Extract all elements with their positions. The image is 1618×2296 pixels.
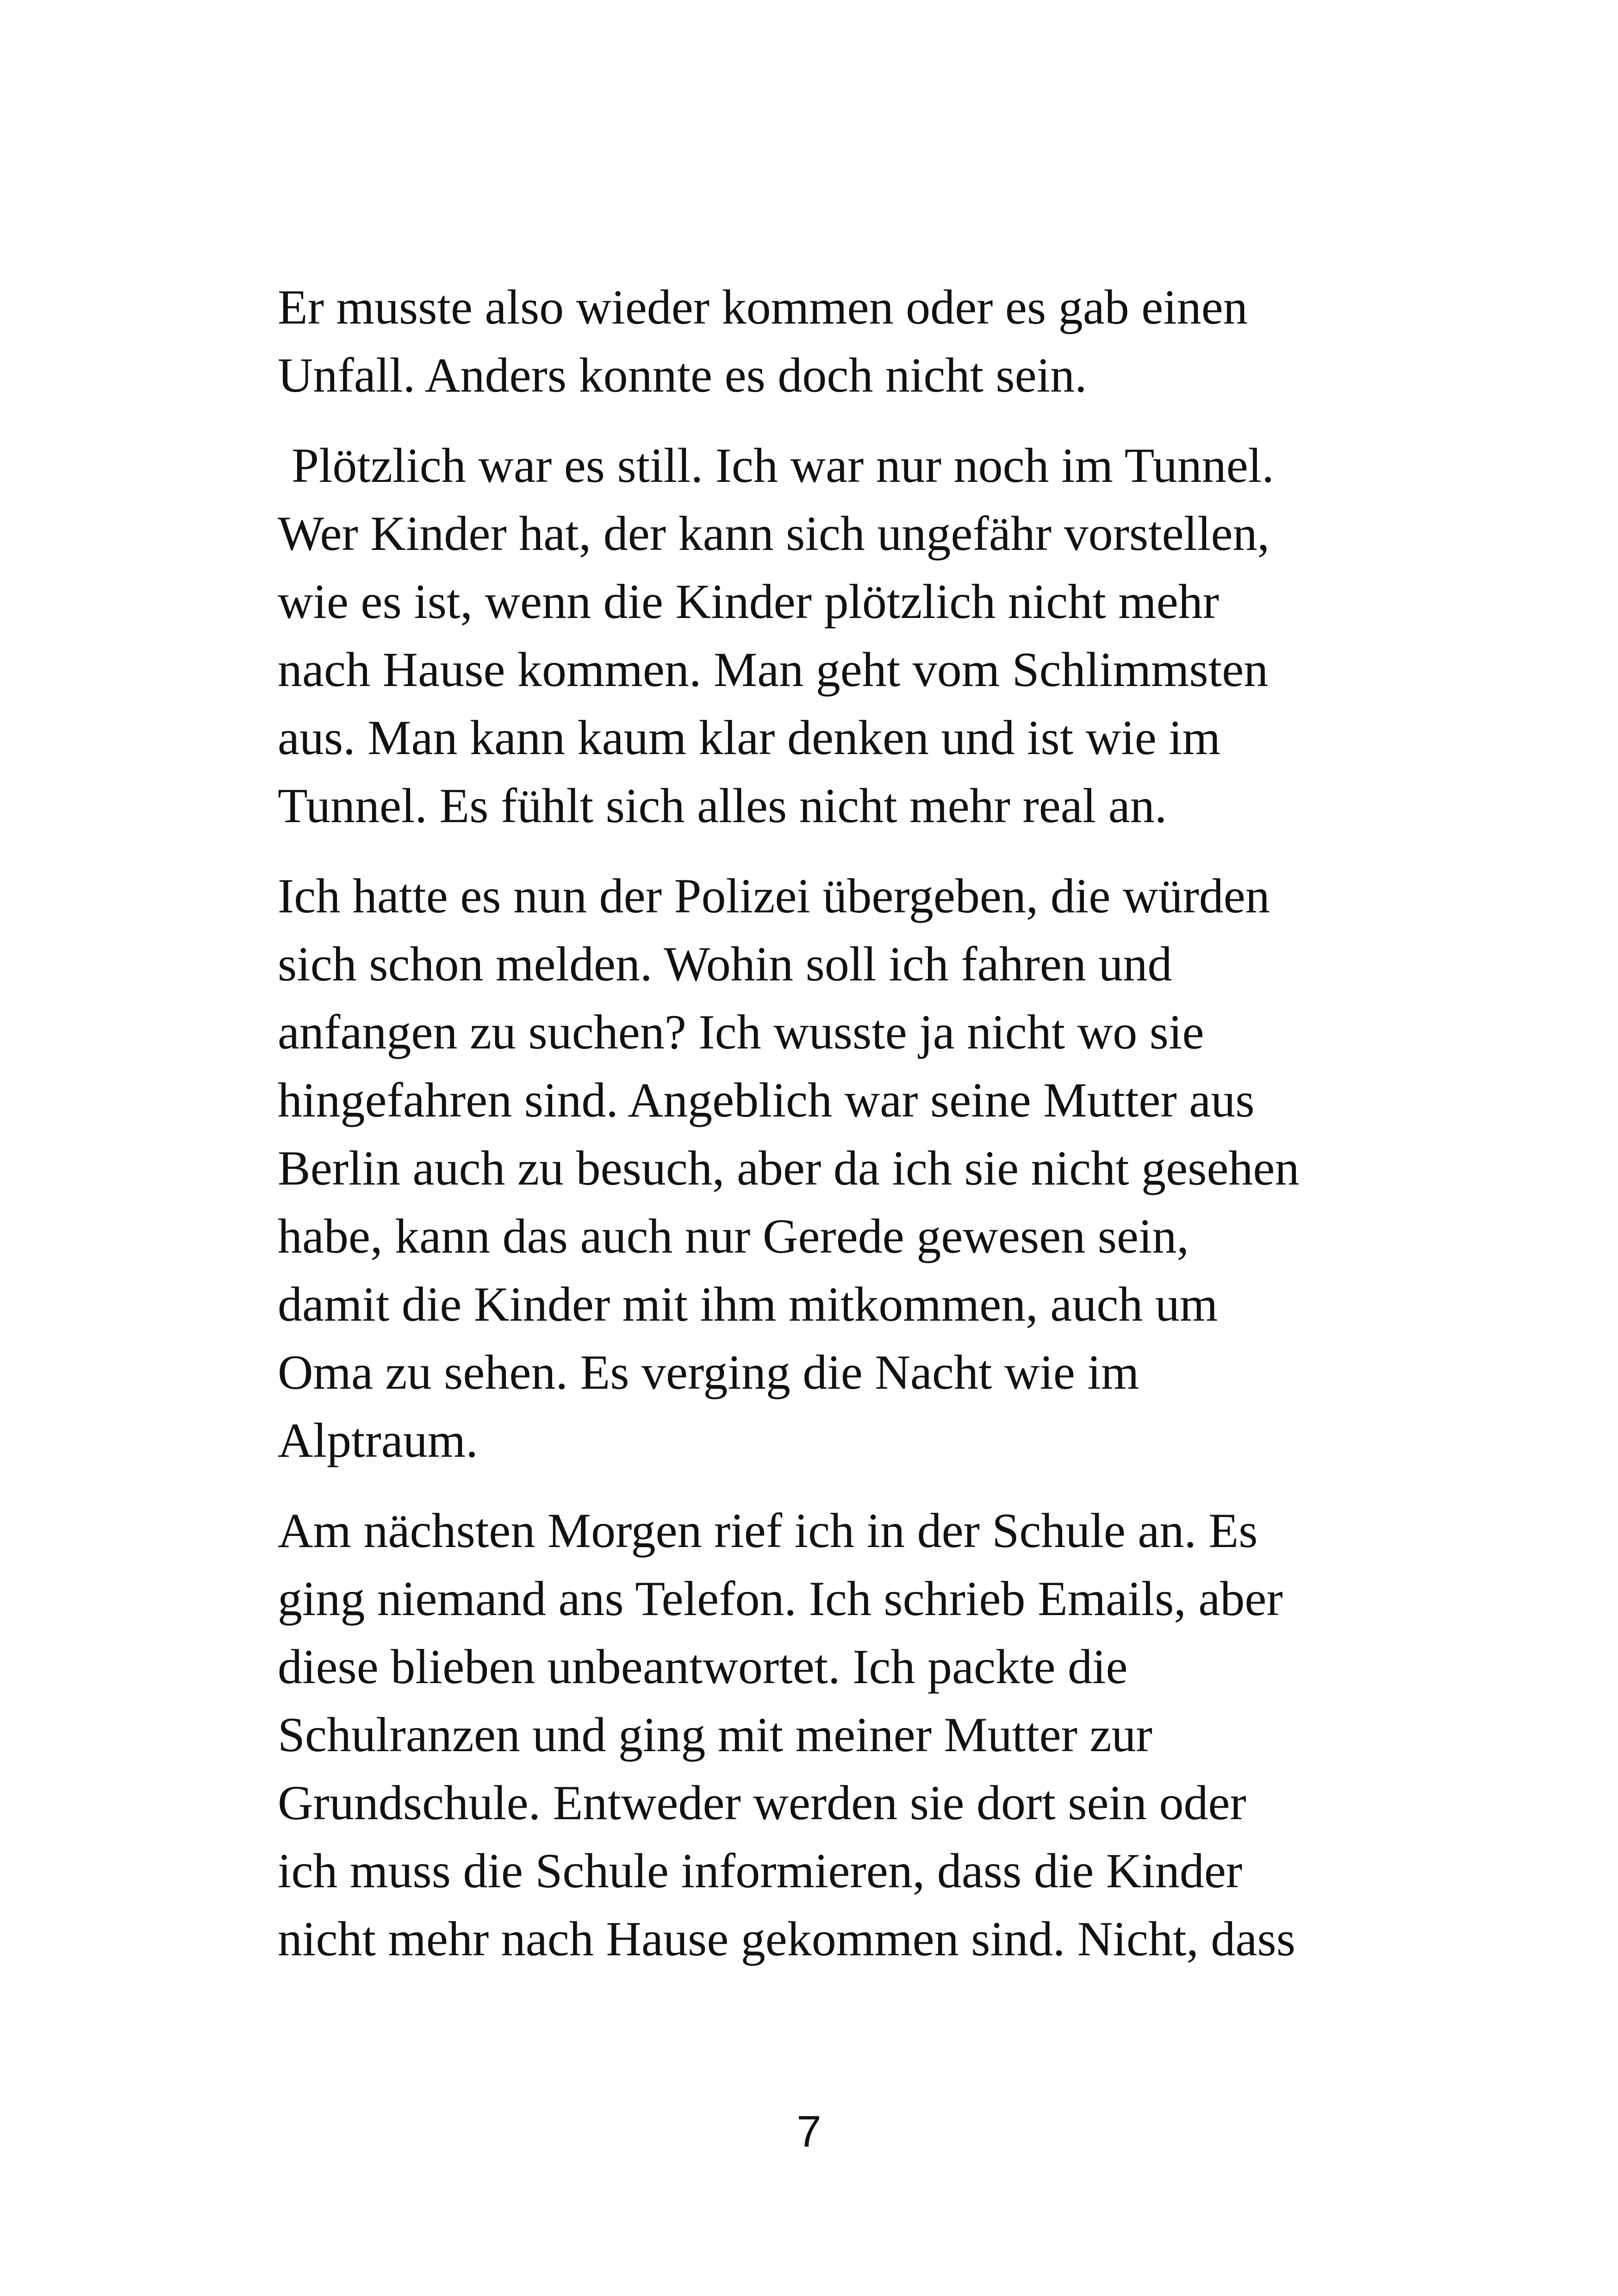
- text-line: anfangen zu suchen? Ich wusste ja nicht wo sie: [278, 1005, 1204, 1059]
- body-text: [278, 273, 1356, 1995]
- text-line: aus. Man kann kaum klar denken und ist wie im: [278, 711, 1221, 765]
- paragraph-1: [278, 273, 1356, 409]
- text-line: Tunnel. Es fühlt sich alles nicht mehr real an.: [278, 779, 1167, 833]
- text-line: Alptraum.: [278, 1413, 478, 1467]
- paragraph-3: [278, 862, 1356, 1474]
- text-line: ich muss die Schule informieren, dass die Kinder: [278, 1844, 1243, 1898]
- text-line: damit die Kinder mit ihm mitkommen, auch um: [278, 1277, 1218, 1331]
- text-line: Schulranzen und ging mit meiner Mutter zur: [278, 1708, 1152, 1762]
- text-line: Grundschule. Entweder werden sie dort sein oder: [278, 1776, 1246, 1830]
- text-line: diese blieben unbeantwortet. Ich packte die: [278, 1640, 1128, 1694]
- paragraph-4: [278, 1497, 1356, 1973]
- text-line: Oma zu sehen. Es verging die Nacht wie im: [278, 1345, 1139, 1399]
- page-number: 7: [797, 2107, 821, 2156]
- text-line: Berlin auch zu besuch, aber da ich sie nicht gesehen: [278, 1141, 1300, 1195]
- text-line: Plötzlich war es still. Ich war nur noch im Tunnel.: [292, 438, 1274, 493]
- text-line: ging niemand ans Telefon. Ich schrieb Emails, aber: [278, 1572, 1283, 1626]
- text-line: Unfall. Anders konnte es doch nicht sein.: [278, 348, 1087, 402]
- text-line: sich schon melden. Wohin soll ich fahren und: [278, 937, 1172, 991]
- text-line: wie es ist, wenn die Kinder plötzlich nicht mehr: [278, 574, 1220, 629]
- text-line: Er musste also wieder kommen oder es gab einen: [278, 280, 1248, 334]
- text-line: habe, kann das auch nur Gerede gewesen sein,: [278, 1209, 1189, 1263]
- text-line: nach Hause kommen. Man geht vom Schlimmsten: [278, 643, 1269, 697]
- text-line: Ich hatte es nun der Polizei übergeben, die würden: [278, 869, 1270, 923]
- text-line: Am nächsten Morgen rief ich in der Schule an. Es: [278, 1504, 1258, 1558]
- text-line: hingefahren sind. Angeblich war seine Mutter aus: [278, 1073, 1255, 1127]
- text-line: nicht mehr nach Hause gekommen sind. Nicht, dass: [278, 1912, 1295, 1966]
- paragraph-2: [278, 431, 1356, 840]
- text-line: Wer Kinder hat, der kann sich ungefähr vorstellen,: [278, 506, 1270, 561]
